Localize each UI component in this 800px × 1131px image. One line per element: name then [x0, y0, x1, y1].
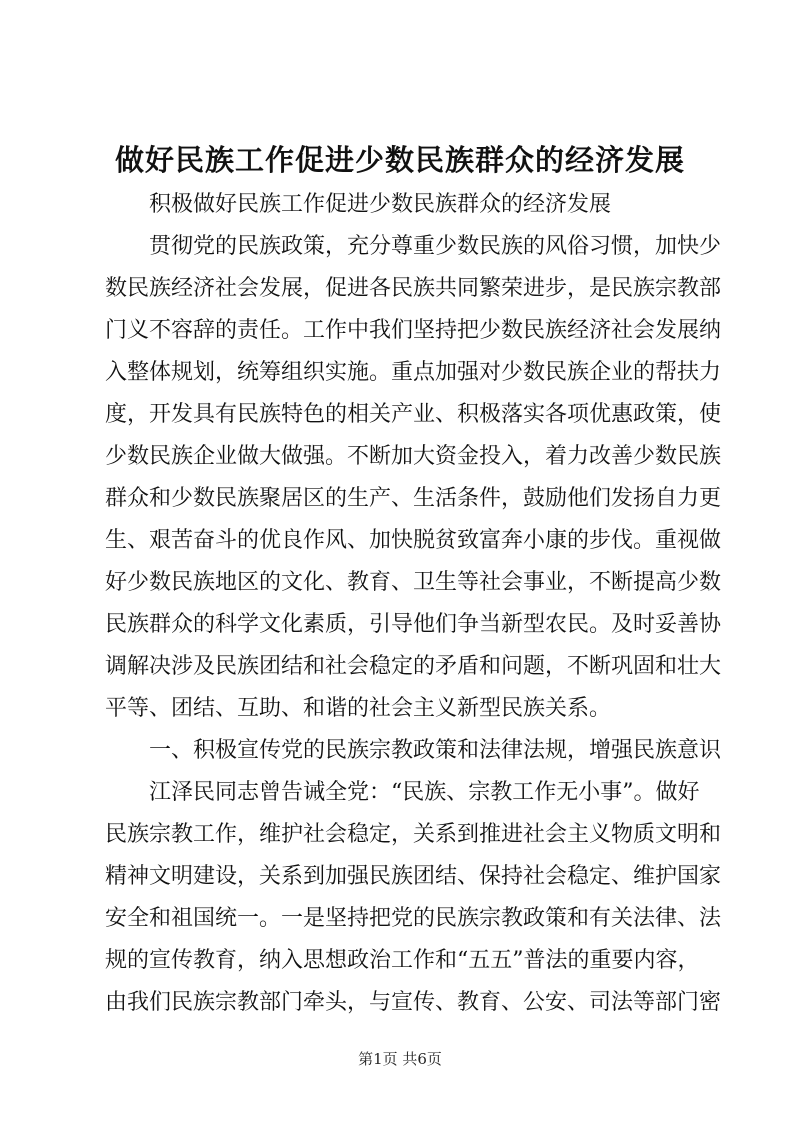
paragraph-line: 由我们民族宗教部门牵头，与宣传、教育、公安、司法等部门密 — [105, 990, 722, 1015]
paragraph-line: 群众和少数民族聚居区的生产、生活条件，鼓励他们发扬自力更 — [105, 486, 722, 511]
page-number-footer: 第1页 共6页 — [358, 1050, 442, 1068]
paragraph-line: 好少数民族地区的文化、教育、卫生等社会事业，不断提高少数 — [105, 570, 722, 595]
paragraph-line: 门义不容辞的责任。工作中我们坚持把少数民族经济社会发展纳 — [105, 318, 722, 343]
paragraph-line: 数民族经济社会发展，促进各民族共同繁荣进步，是民族宗教部 — [105, 276, 722, 301]
paragraph-line: 平等、团结、互助、和谐的社会主义新型民族关系。 — [105, 696, 612, 721]
paragraph-line: 贯彻党的民族政策，充分尊重少数民族的风俗习惯，加快少 — [149, 234, 722, 259]
paragraph-line: 规的宣传教育，纳入思想政治工作和“五五”普法的重要内容， — [105, 948, 700, 973]
paragraph-line: 江泽民同志曾告诫全党：“民族、宗教工作无小事”。做好 — [149, 780, 700, 805]
paragraph-line: 民族宗教工作，维护社会稳定，关系到推进社会主义物质文明和 — [105, 822, 722, 847]
paragraph-line: 入整体规划，统筹组织实施。重点加强对少数民族企业的帮扶力 — [105, 360, 722, 385]
paragraph-line: 精神文明建设，关系到加强民族团结、保持社会稳定、维护国家 — [105, 864, 722, 889]
paragraph-line: 少数民族企业做大做强。不断加大资金投入，着力改善少数民族 — [105, 444, 722, 469]
paragraph-line: 度，开发具有民族特色的相关产业、积极落实各项优惠政策，使 — [105, 402, 722, 427]
paragraph-line: 调解决涉及民族团结和社会稳定的矛盾和问题，不断巩固和壮大 — [105, 654, 722, 679]
document-title: 做好民族工作促进少数民族群众的经济发展 — [114, 143, 685, 177]
section-heading: 一、积极宣传党的民族宗教政策和法律法规，增强民族意识 — [149, 738, 722, 763]
paragraph-line: 民族群众的科学文化素质，引导他们争当新型农民。及时妥善协 — [105, 612, 722, 637]
subtitle-line: 积极做好民族工作促进少数民族群众的经济发展 — [149, 192, 612, 217]
paragraph-line: 生、艰苦奋斗的优良作风、加快脱贫致富奔小康的步伐。重视做 — [105, 528, 722, 553]
paragraph-line: 安全和祖国统一。一是坚持把党的民族宗教政策和有关法律、法 — [105, 906, 722, 931]
